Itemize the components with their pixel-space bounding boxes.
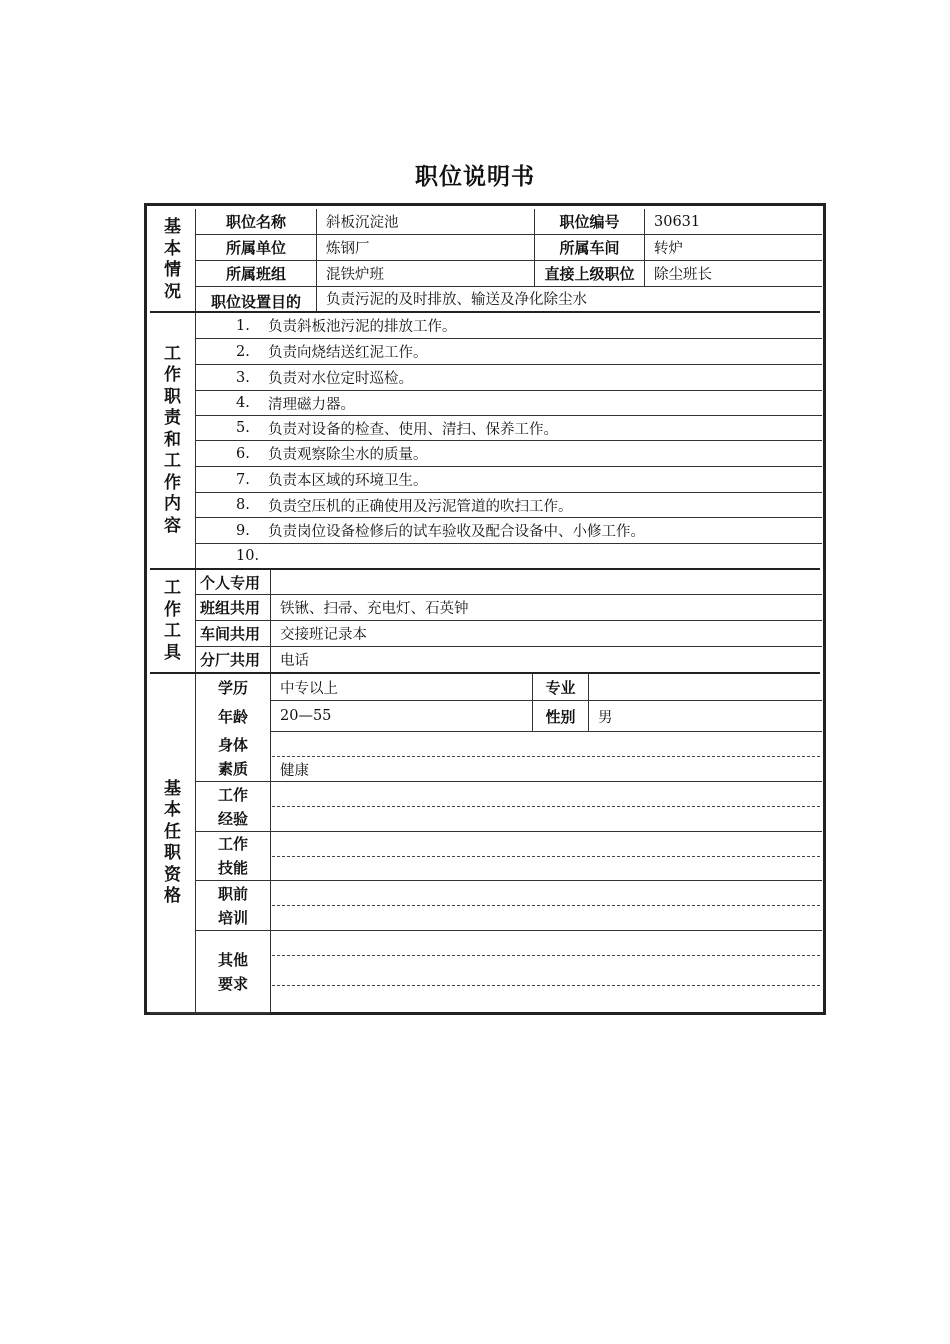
tool-label-workshop: 车间共用 (200, 625, 261, 643)
position-name-value: 斜板沉淀池 (326, 215, 399, 231)
physical-value: 健康 (280, 762, 309, 779)
tool-value-team: 铁锹、扫帚、充电灯、石英钟 (280, 601, 469, 617)
gender-label: 性别 (545, 707, 576, 726)
duty-item: 4. 清理磁力器。 (236, 395, 355, 413)
workshop-label: 所属车间 (559, 239, 620, 257)
section-qualifications: 基 本 任 职 资 格 (164, 778, 181, 906)
position-name-label: 职位名称 (225, 213, 286, 231)
duty-item: 7. 负责本区域的环境卫生。 (236, 471, 428, 489)
section-duties: 工 作 职 责 和 工 作 内 容 (164, 343, 181, 536)
other-requirements-label: 其他 要求 (217, 950, 248, 993)
team-label: 所属班组 (225, 265, 286, 283)
position-code-label: 职位编号 (559, 213, 620, 231)
duty-item: 10. (236, 548, 260, 564)
tool-label-team: 班组共用 (200, 599, 261, 617)
workshop-value: 转炉 (654, 241, 683, 257)
superior-label: 直接上级职位 (544, 265, 635, 283)
duty-item: 2. 负责向烧结送红泥工作。 (236, 343, 428, 361)
tool-label-factory: 分厂共用 (200, 651, 261, 669)
major-value (589, 674, 820, 700)
duty-item: 9. 负责岗位设备检修后的试车验收及配合设备中、小修工作。 (236, 522, 645, 540)
major-label: 专业 (545, 678, 576, 697)
section-tools: 工 作 工 具 (164, 578, 181, 663)
unit-value: 炼钢厂 (326, 241, 370, 257)
position-code-value: 30631 (654, 213, 701, 230)
duty-item: 8. 负责空压机的正确使用及污泥管道的吹扫工作。 (236, 497, 573, 515)
duty-item: 5. 负责对设备的检查、使用、清扫、保养工作。 (236, 420, 558, 438)
purpose-label: 职位设置目的 (210, 293, 301, 311)
age-label: 年龄 (217, 707, 248, 726)
purpose-value: 负责污泥的及时排放、输送及净化除尘水 (326, 291, 587, 308)
superior-value: 除尘班长 (654, 267, 712, 283)
education-value: 中专以上 (280, 680, 338, 697)
experience-label: 工作 经验 (217, 785, 248, 828)
tool-value-personal (271, 570, 820, 594)
team-value: 混铁炉班 (326, 267, 384, 283)
tool-label-personal: 个人专用 (200, 573, 261, 592)
document-title: 职位说明书 (415, 164, 535, 190)
physical-label: 身体 素质 (217, 735, 248, 778)
skills-label: 工作 技能 (217, 835, 248, 877)
training-label: 职前 培训 (217, 884, 248, 927)
gender-value: 男 (598, 709, 613, 726)
education-label: 学历 (217, 678, 248, 697)
duty-item: 6. 负责观察除尘水的质量。 (236, 445, 428, 463)
tool-value-factory: 电话 (280, 653, 309, 669)
section-basic-info: 基 本 情 况 (164, 217, 181, 302)
duty-item: 1. 负责斜板池污泥的排放工作。 (236, 317, 457, 335)
duty-item: 3. 负责对水位定时巡检。 (236, 369, 413, 387)
tool-value-workshop: 交接班记录本 (280, 627, 367, 643)
unit-label: 所属单位 (225, 239, 286, 257)
age-value: 20—55 (280, 708, 332, 724)
